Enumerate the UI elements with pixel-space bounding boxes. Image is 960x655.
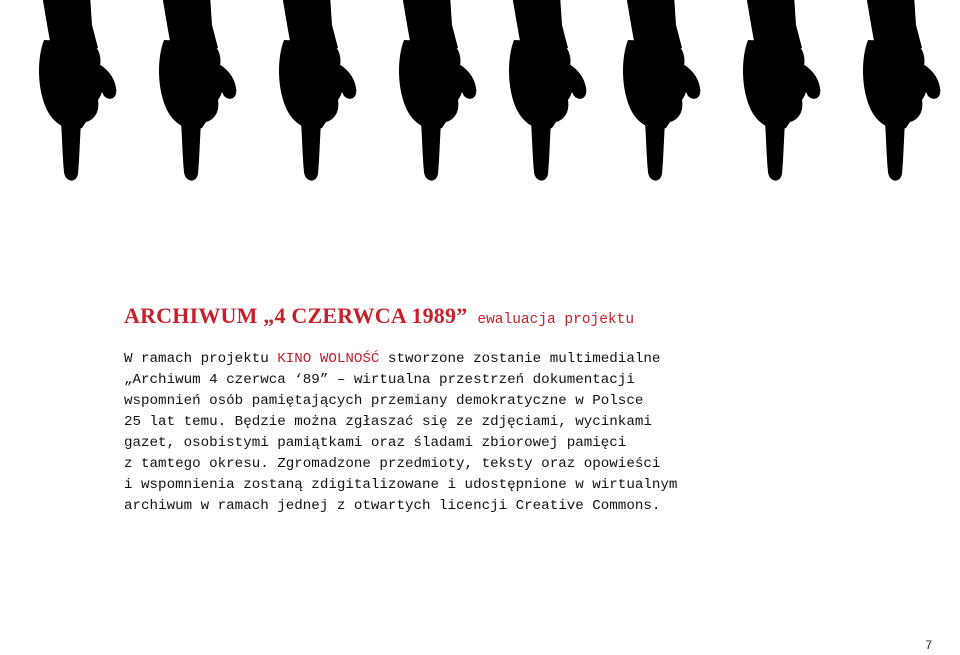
page-title: ARCHIWUM „4 CZERWCA 1989” bbox=[124, 303, 468, 328]
page-number: 7 bbox=[925, 638, 932, 652]
paragraph-line: 25 lat temu. Będzie można zgłaszać się ze zdjęciami, wycinkami bbox=[124, 414, 652, 430]
pointing-hand-icon bbox=[743, 0, 820, 181]
project-name-highlight: KINO WOLNOŚĆ bbox=[277, 351, 380, 367]
pointing-hand-icon bbox=[623, 0, 700, 181]
paragraph-line bbox=[124, 349, 804, 370]
paragraph-line: wspomnień osób pamiętających przemiany demokratyczne w Polsce bbox=[124, 393, 644, 409]
paragraph-line: i wspomnienia zostaną zdigitalizowane i udostępnione w wirtualnym bbox=[124, 477, 678, 493]
pointing-hands-graphic bbox=[0, 0, 960, 190]
pointing-hand-icon bbox=[279, 0, 356, 181]
pointing-hand-icon bbox=[39, 0, 116, 181]
page-subtitle: ewaluacja projektu bbox=[477, 312, 635, 328]
description-paragraph bbox=[124, 349, 804, 517]
pointing-hand-icon bbox=[159, 0, 236, 181]
pointing-hands-banner bbox=[0, 0, 960, 190]
section-title-row bbox=[124, 303, 634, 329]
pointing-hand-icon bbox=[399, 0, 476, 181]
paragraph-line: „Archiwum 4 czerwca ‘89” – wirtualna przestrzeń dokumentacji bbox=[124, 372, 635, 388]
paragraph-line: gazet, osobistymi pamiątkami oraz śladami zbiorowej pamięci bbox=[124, 435, 627, 451]
line-prefix: W ramach projektu bbox=[124, 351, 278, 367]
pointing-hand-icon bbox=[509, 0, 586, 181]
line-suffix: stworzone zostanie multimedialne bbox=[379, 351, 661, 367]
pointing-hand-icon bbox=[863, 0, 940, 181]
paragraph-line: z tamtego okresu. Zgromadzone przedmioty, teksty oraz opowieści bbox=[124, 456, 661, 472]
paragraph-line: archiwum w ramach jednej z otwartych licencji Creative Commons. bbox=[124, 498, 661, 514]
